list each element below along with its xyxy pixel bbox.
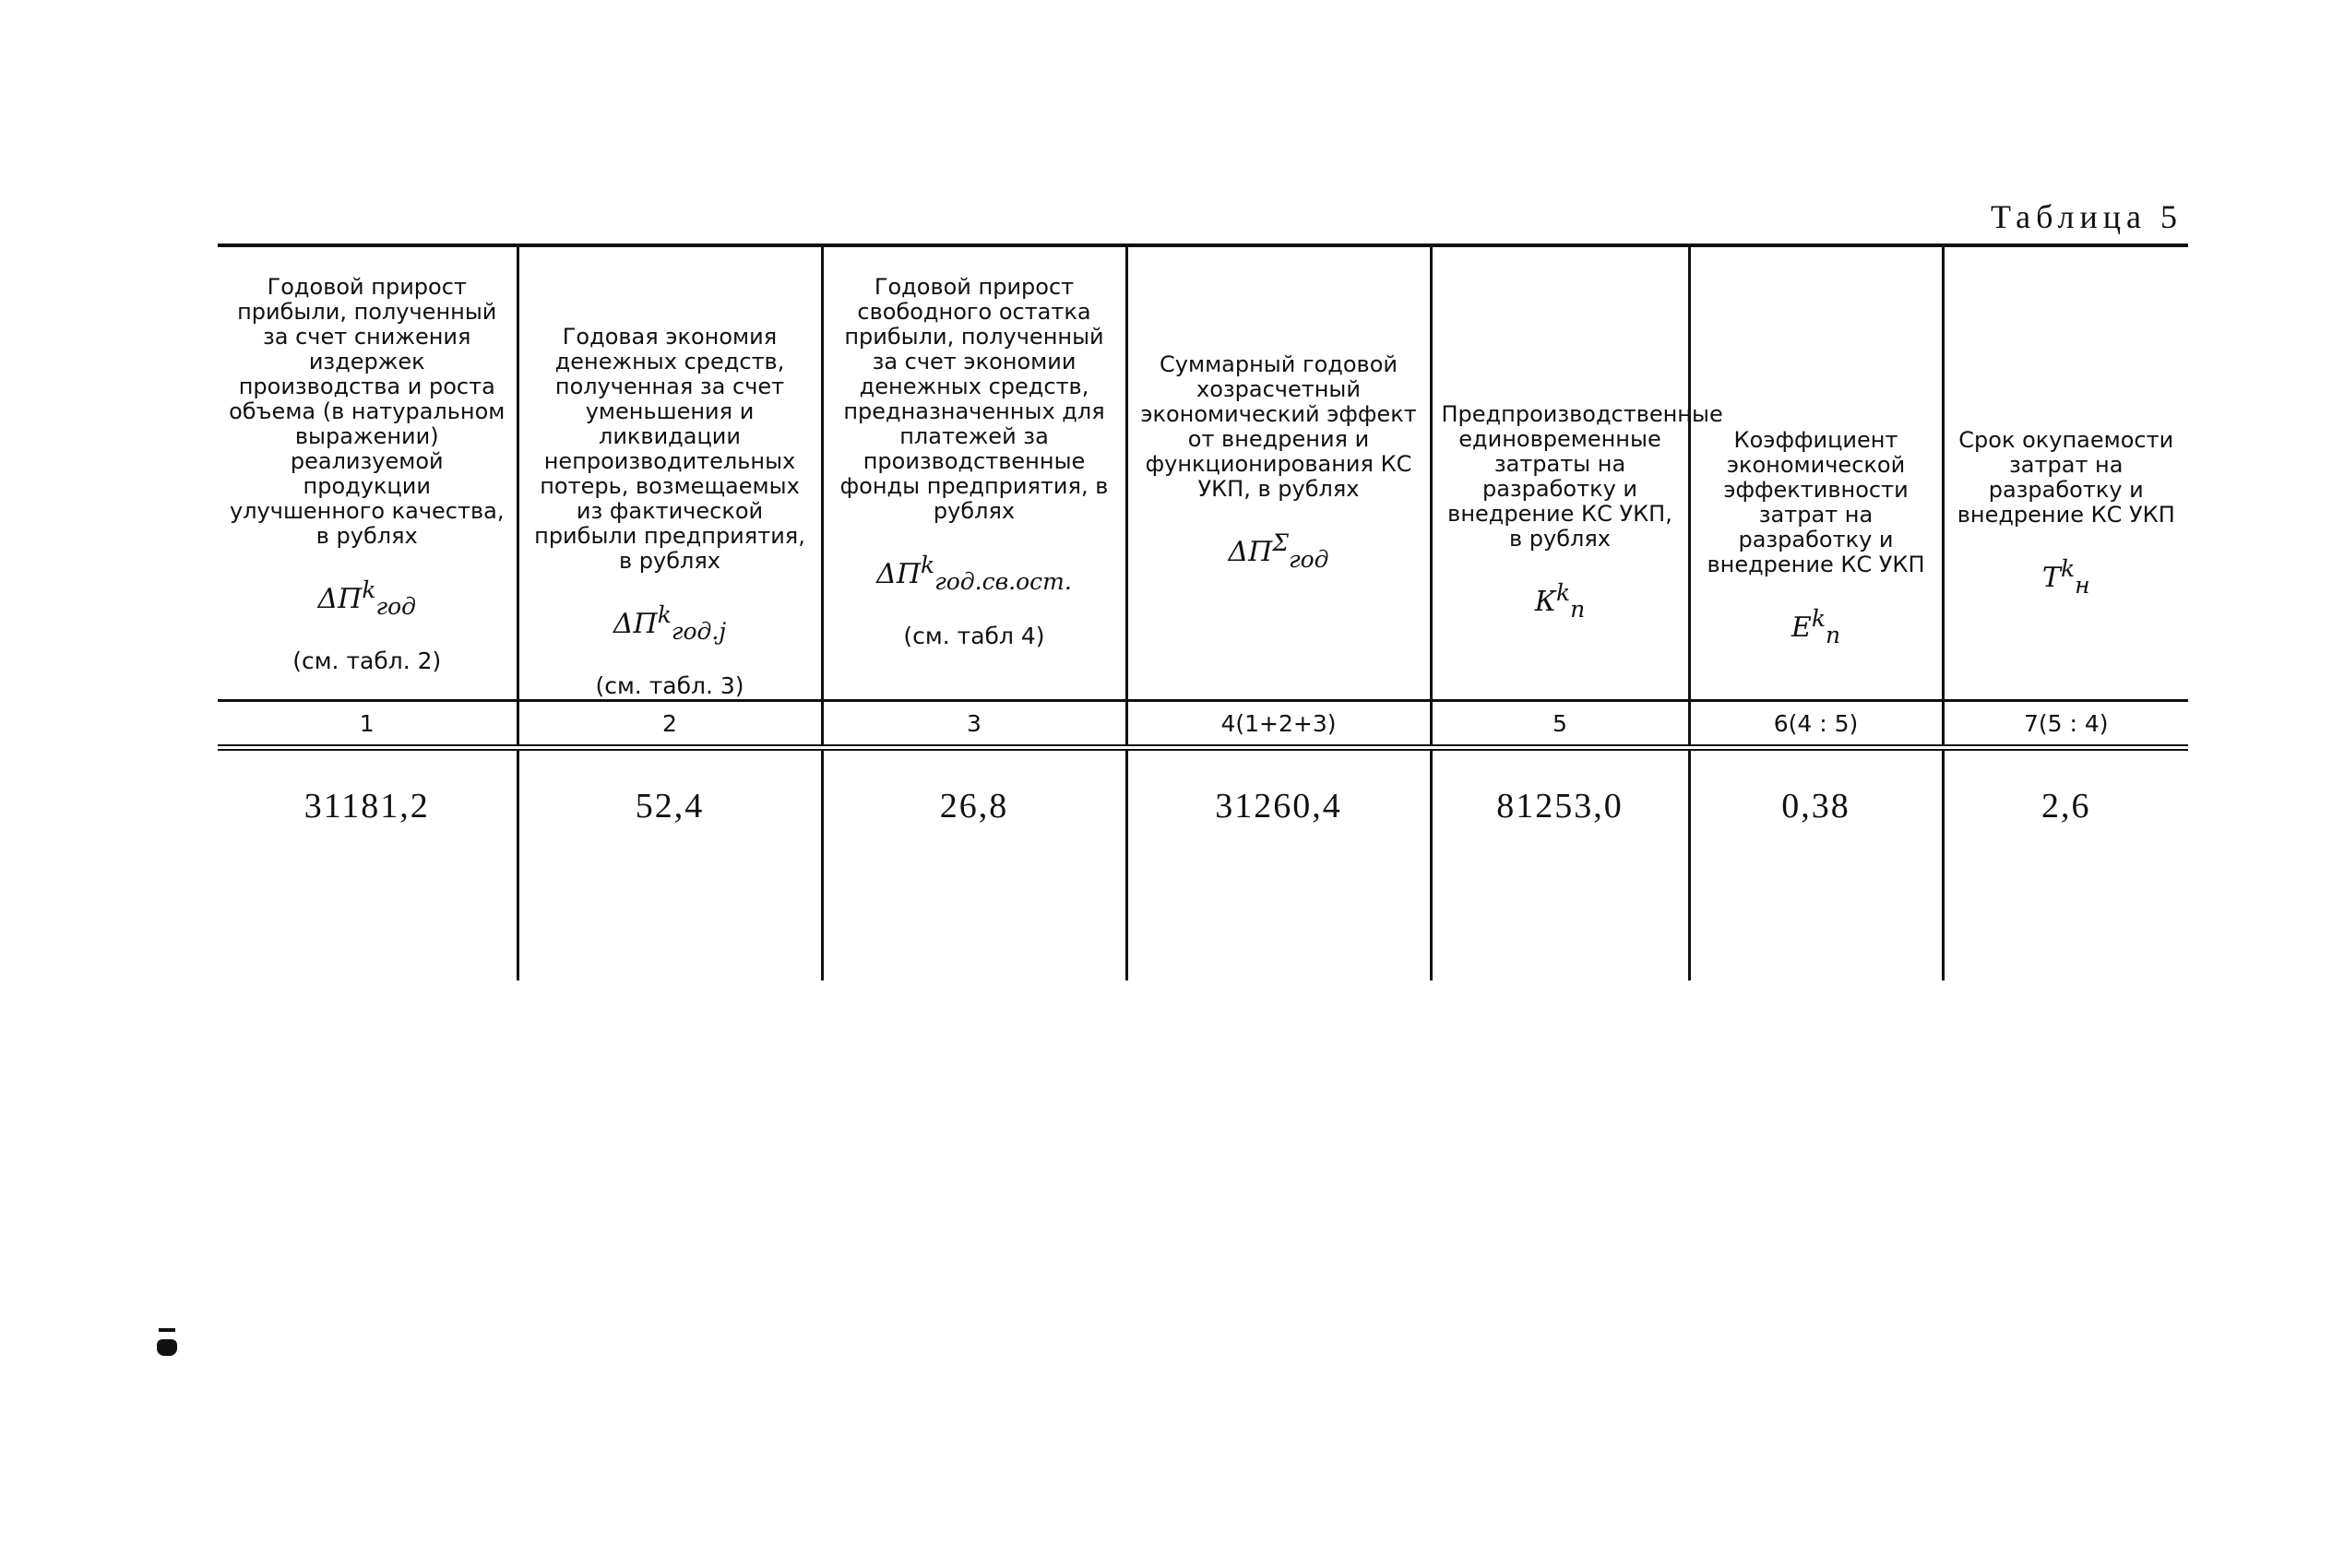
data-table [218,244,2188,980]
column-2-ref: (см. табл. 3) [595,672,744,699]
column-header-7-text: Срок окупаемости затрат на разработку и внедрение КС УКП [1957,427,2175,528]
cell-value-1: 31181,2 [303,787,430,826]
column-header-6-text: Коэффициент экономической эффективности затрат на разработку и внедрение КС УКП [1707,427,1925,577]
column-header-3 [822,245,1126,701]
cell-value-2: 52,4 [518,748,822,981]
column-header-5 [1431,245,1723,701]
header-row [218,245,2188,701]
table-row [218,748,2188,981]
column-3-ref: (см. табл 4) [903,623,1045,649]
column-header-2 [518,245,822,701]
column-header-4 [1126,245,1431,701]
column-header-7 [1943,245,2188,701]
column-number-5: 5 [1431,701,1689,748]
column-3-symbol: $\Delta П^k_{год.св.ост.}$ [876,552,1072,595]
column-number-1: 1 [218,701,518,748]
column-number-2: 2 [518,701,822,748]
table-caption: Таблица 5 [1991,198,2183,235]
cell-value-7: 2,6 [1943,748,2188,981]
column-number-4: 4(1+2+3) [1126,701,1431,748]
page-number-mark [157,1328,179,1360]
column-header-1-text: Годовой прирост прибыли, полученный за счет снижения издержек производства и роста объема (в натуральном выражении) реализуемой продукции улучшенного качества, в рублях [229,274,506,549]
column-5-symbol: $К^k_п$ [1534,579,1586,623]
column-number-7: 7(5 : 4) [1943,701,2188,748]
column-1-symbol: $\Delta П^k_{год}$ [317,576,416,620]
cell-value-3: 26,8 [822,748,1126,981]
column-6-symbol: $Е^k_п$ [1791,605,1841,648]
column-2-symbol: $\Delta П^k_{год.j}$ [613,601,727,645]
column-header-2-text: Годовая экономия денежных средств, полученная за счет уменьшения и ликвидации непроизводительных потерь, возмещаемых из фактической прибыли предприятия, в рублях [534,324,805,574]
column-header-5-text: Предпроизводственные единовременные затраты на разработку и внедрение КС УКП, в рублях [1441,401,1723,552]
cell-value-6: 0,38 [1689,748,1943,981]
column-number-6: 6(4 : 5) [1689,701,1943,748]
column-header-3-text: Годовой прирост свободного остатка прибыли, полученный за счет экономии денежных средств, предназначенных для платежей за производственные фонды предприятия, в рублях [839,274,1109,524]
page-mark-bar [159,1328,175,1332]
column-header-6 [1689,245,1943,701]
column-4-symbol: $\Delta П^\Sigma_{год}$ [1228,529,1329,573]
column-number-row [218,701,2188,748]
cell-value-5: 81253,0 [1431,748,1689,981]
column-1-ref: (см. табл. 2) [292,647,442,674]
cell-value-4: 31260,4 [1126,748,1431,981]
column-header-4-text: Суммарный годовой хозрасчетный экономический эффект от внедрения и функционирования КС УКП, в рублях [1140,351,1417,502]
page-mark-glyph [157,1339,177,1356]
column-number-3: 3 [822,701,1126,748]
table-5 [218,244,2188,980]
column-7-symbol: $Т^k_н$ [2041,555,2090,599]
column-header-1 [218,245,518,701]
